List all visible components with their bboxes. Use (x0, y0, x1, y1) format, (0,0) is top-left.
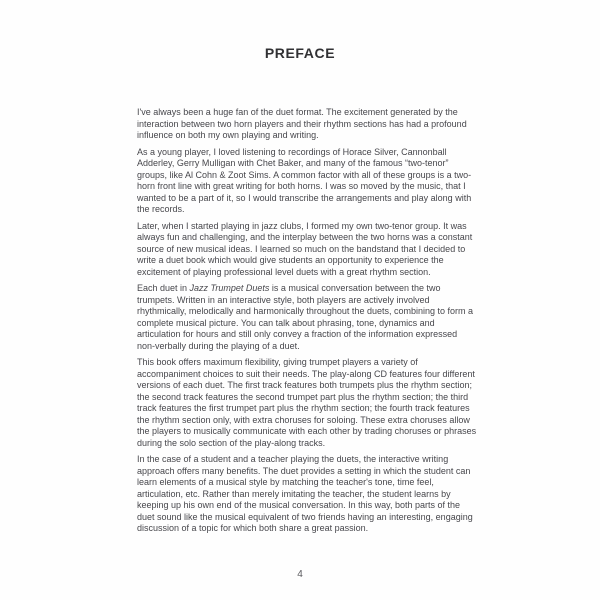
paragraph-3 (137, 221, 477, 279)
paragraph-text: This book offers maximum flexibility, giving trumpet players a variety of accompaniment choices to suit their needs. The play-along CD features four different versions of each duet. The first track features both trumpets plus the rhythm section; the second track features the second trumpet part plus the rhythm section; the third track features the first trumpet part plus the rhythm section; the fourth track features the rhythm section only, with extra choruses for soloing. These extra choruses allow the players to musically communicate with each other by trading choruses or phrases during the solo section of the play-along tracks. (137, 357, 477, 448)
book-title-italic: Jazz Trumpet Duets (189, 283, 270, 293)
paragraph-text: In the case of a student and a teacher playing the duets, the interactive writing approach offers many benefits. The duet provides a setting in which the student can learn elements of a musical style by matching the teacher's tone, time feel, articulation, etc. Rather than merely imitating the teacher, the student learns by keeping up his own end of the musical conversation. In this way, both parts of the duet sound like the musical equivalent of two friends having an interesting, engaging discussion of a topic for which both share a great passion. (137, 454, 473, 533)
paragraph-text: is a musical conversation between the two trumpets. Written in an interactive style, both players are actively involved rhythmically, melodically and harmonically throughout the duets, combining to form a complete musical picture. You can talk about phrasing, tone, dynamics and articulation for hours and still only convey a fraction of the information expressed non-verbally during the playing of a duet. (137, 283, 473, 351)
paragraph-text: Each duet in (137, 283, 190, 293)
paragraph-1 (137, 107, 477, 142)
paragraph-text: As a young player, I loved listening to recordings of Horace Silver, Cannonball Adderley, Gerry Mulligan with Chet Baker, and many of the famous “two-tenor” groups, like Al Cohn & Zoot Sims. A common factor with all of these groups is a two-horn front line with great writing for both horns. I was so moved by the music, that I wanted to be a part of it, so I would transcribe the arrangements and play along with the records. (137, 146, 472, 214)
paragraph-5 (137, 357, 477, 449)
paragraph-text: Later, when I started playing in jazz clubs, I formed my own two-tenor group. It was always fun and challenging, and the interplay between the two horns was a constant source of new musical ideas. I learned so much on the bandstand that I decided to write a duet book which would give students an opportunity to experience the excitement of playing professional level duets with a great rhythm section. (137, 220, 473, 277)
paragraph-4 (137, 283, 477, 352)
preface-body (137, 107, 477, 540)
paragraph-6 (137, 454, 477, 535)
page-title: PREFACE (264, 45, 336, 61)
paragraph-2 (137, 147, 477, 216)
page-number: 4 (297, 569, 303, 580)
paragraph-text: I've always been a huge fan of the duet format. The excitement generated by the interaction between two horn players and their rhythm sections has had a profound influence on both my own playing and writing. (137, 107, 467, 140)
